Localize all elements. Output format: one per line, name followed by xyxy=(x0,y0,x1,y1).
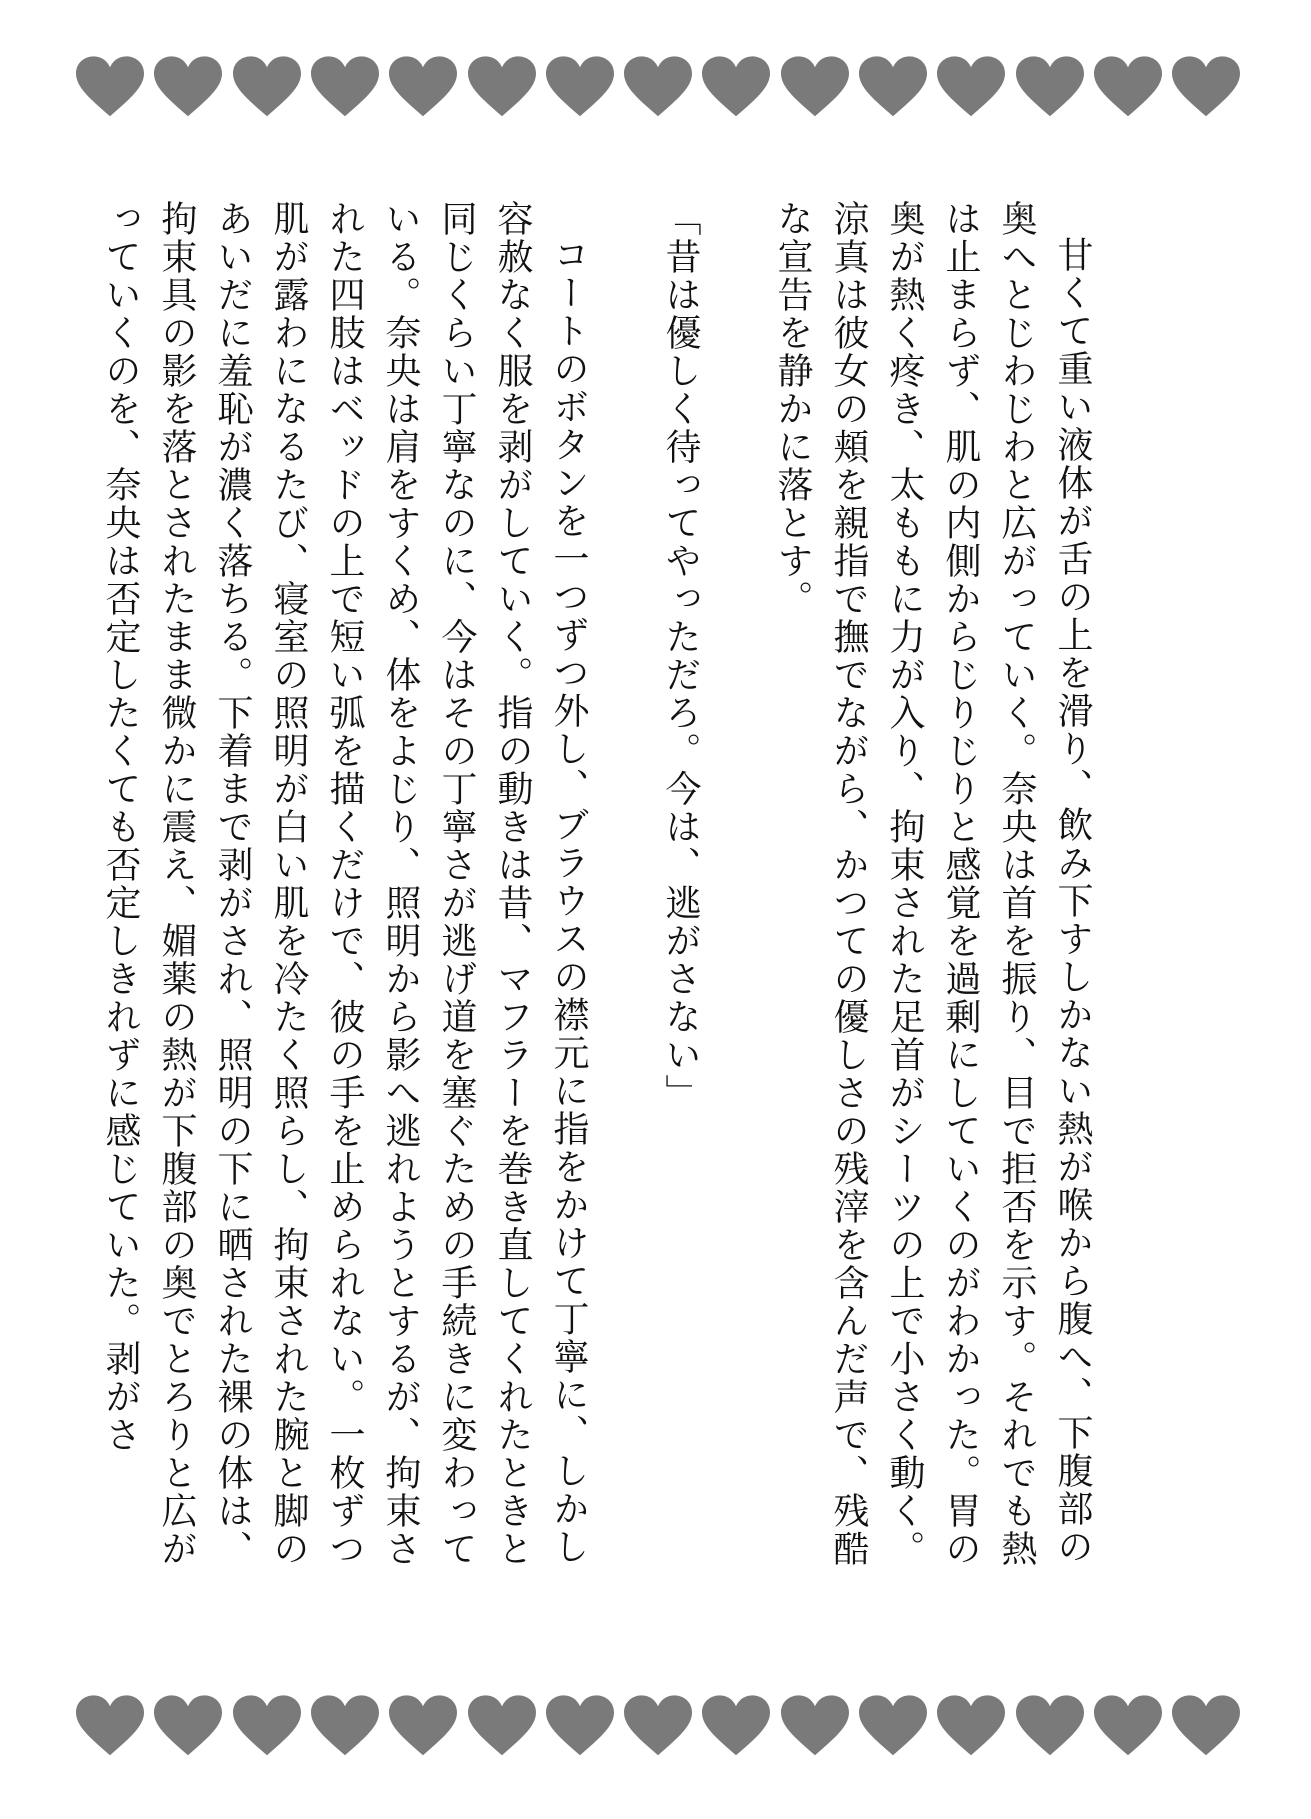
heart-icon xyxy=(702,1695,770,1757)
heart-icon xyxy=(154,1695,222,1757)
heart-icon xyxy=(937,1695,1005,1757)
heart-icon xyxy=(1094,1695,1162,1757)
paragraph-1: 甘くて重い液体が舌の上を滑り、飲み下すしかない熱が喉から腹へ、下腹部の奥へとじわじわと広がっていく。奈央は首を振り、目で拒否を示す。それでも熱は止まらず、肌の内側からじりじりと感覚を過剰にしていくのがわかった。胃の奥が熱く疼き、太ももに力が入り、拘束された足首がシーツの上で小さく動く。涼真は彼女の頬を親指で撫でながら、かつての優しさの残滓を含んだ声で、残酷な宣告を静かに落とす。 xyxy=(772,200,1093,1568)
blank-line xyxy=(596,200,652,1600)
heart-icon xyxy=(624,1695,692,1757)
heart-icon xyxy=(702,56,770,118)
heart-icon xyxy=(859,56,927,118)
heart-icon xyxy=(233,1695,301,1757)
heart-icon xyxy=(1016,56,1084,118)
heart-icon xyxy=(1016,1695,1084,1757)
heart-icon xyxy=(1172,1695,1240,1757)
bottom-heart-border xyxy=(0,1687,1311,1767)
heart-icon xyxy=(468,1695,536,1757)
heart-icon xyxy=(937,56,1005,118)
heart-icon xyxy=(76,56,144,118)
heart-icon xyxy=(233,56,301,118)
heart-icon xyxy=(546,1695,614,1757)
heart-icon xyxy=(311,56,379,118)
heart-icon xyxy=(311,1695,379,1757)
heart-icon xyxy=(154,56,222,118)
heart-icon xyxy=(781,1695,849,1757)
heart-icon xyxy=(468,56,536,118)
dialogue-line: 「昔は優しく待ってやっただろ。今は、逃がさない」 xyxy=(660,200,701,1112)
heart-icon xyxy=(389,56,457,118)
blank-line xyxy=(708,200,764,1600)
top-heart-border xyxy=(0,48,1311,128)
heart-icon xyxy=(781,56,849,118)
heart-icon xyxy=(624,56,692,118)
vertical-text-body xyxy=(100,200,1100,1600)
heart-icon xyxy=(1094,56,1162,118)
heart-icon xyxy=(76,1695,144,1757)
heart-icon xyxy=(389,1695,457,1757)
paragraph-2: コートのボタンを一つずつ外し、ブラウスの襟元に指をかけて丁寧に、しかし容赦なく服を剥がしていく。指の動きは昔、マフラーを巻き直してくれたときと同じくらい丁寧なのに、今はその丁寧さが逃げ道を塞ぐための手続きに変わっている。奈央は肩をすくめ、体をよじり、照明から影へ逃れようとするが、拘束された四肢はベッドの上で短い弧を描くだけで、彼の手を止められない。一枚ずつ肌が露わになるたび、寝室の照明が白い肌を冷たく照らし、拘束された腕と脚のあいだに羞恥が濃く落ちる。下着まで剥がされ、照明の下に晒された裸の体は、拘束具の影を落とされたまま微かに震え、媚薬の熱が下腹部の奥でとろりと広がっていくのを、奈央は否定したくても否定しきれずに感じていた。剥がさ xyxy=(100,200,589,1568)
heart-icon xyxy=(546,56,614,118)
heart-icon xyxy=(1172,56,1240,118)
heart-icon xyxy=(859,1695,927,1757)
